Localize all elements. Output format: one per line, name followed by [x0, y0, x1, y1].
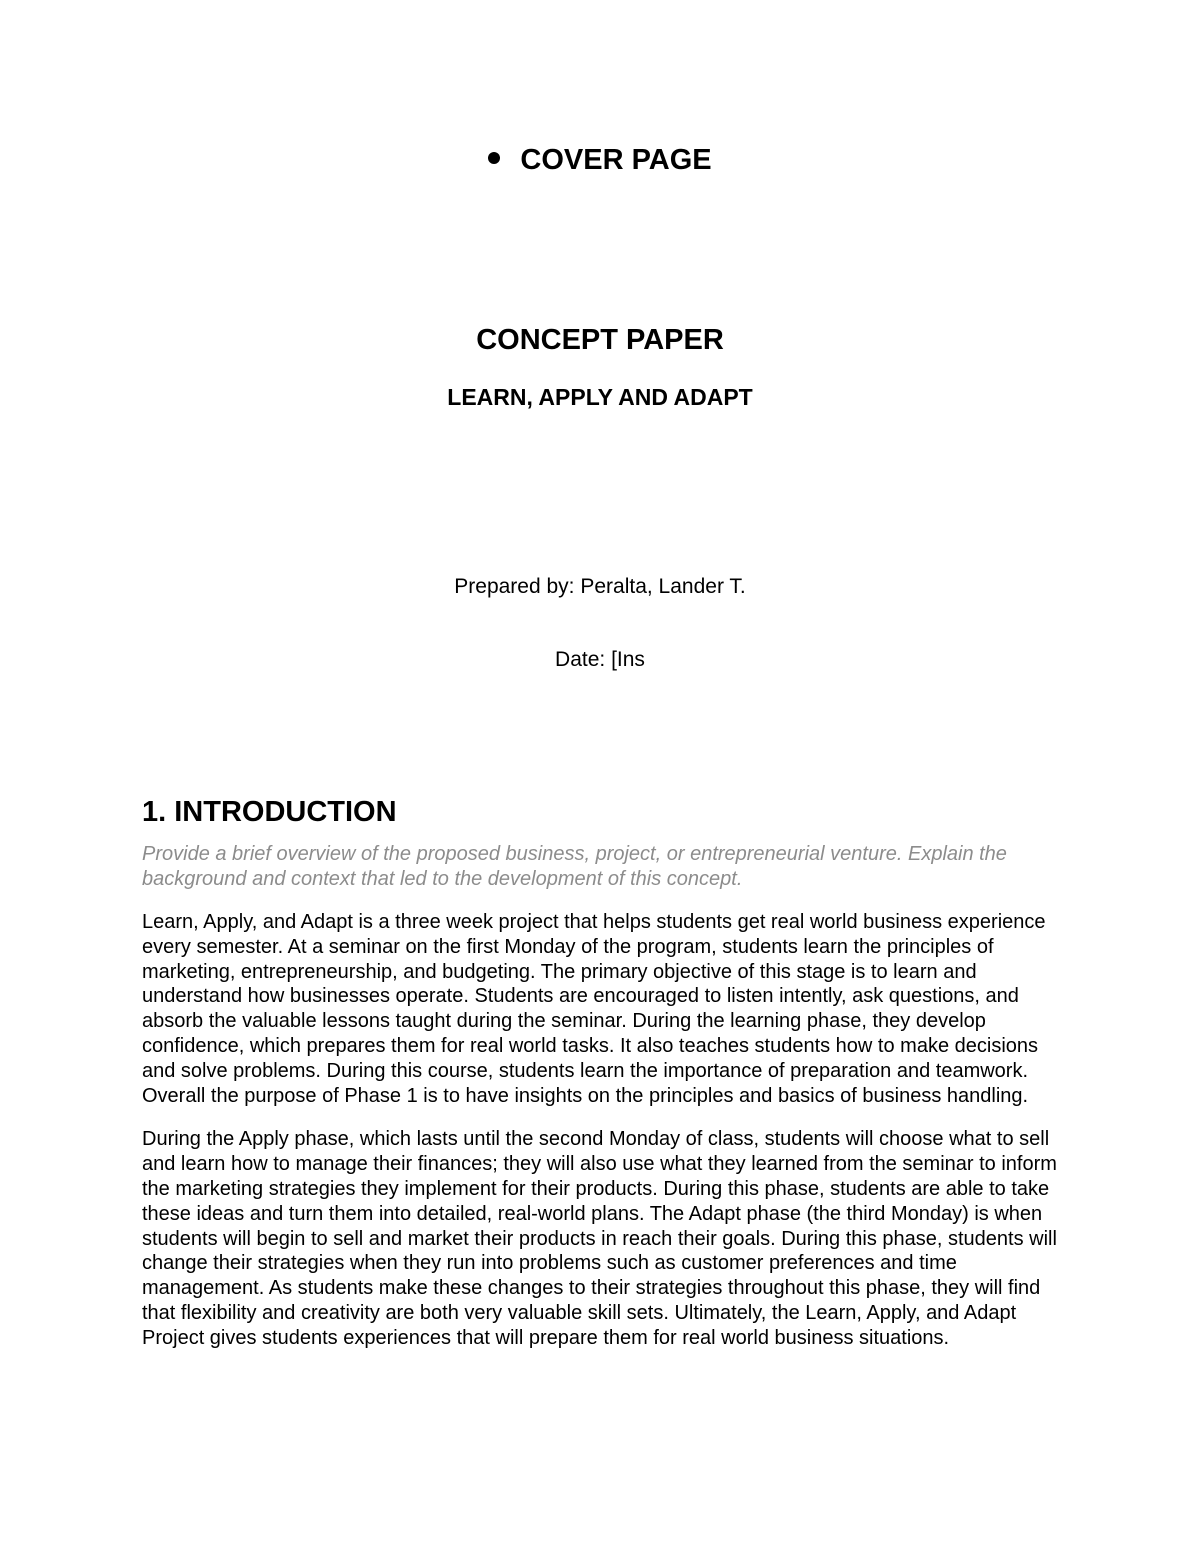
- section-heading: 1. INTRODUCTION: [142, 796, 397, 828]
- prepared-by: Prepared by: Peralta, Lander T.: [454, 575, 746, 598]
- body-paragraph: During the Apply phase, which lasts until the second Monday of class, students will choose what to sell and learn how to manage their finances; they will also use what they learned from the seminar to inform the marketing strategies they implement for their products. During this phase, students are able to take these ideas and turn them into detailed, real-world plans. The Adapt phase (the third Monday) is when students will begin to sell and market their products in reach their goals. During this phase, students will change their strategies when they run into problems such as customer preferences and time management. As students make these changes to their strategies throughout this phase, they will find that flexibility and creativity are both very valuable skill sets. Ultimately, the Learn, Apply, and Adapt Project gives students experiences that will prepare them for real world business situations.: [142, 1128, 1057, 1349]
- introduction-section: [142, 792, 1072, 1370]
- instruction-text: Provide a brief overview of the proposed business, project, or entrepreneurial venture. Explain the background and context that led to the development of this concept.: [142, 843, 1007, 890]
- date-line: Date: [Ins: [555, 648, 645, 671]
- document-subtitle: LEARN, APPLY AND ADAPT: [447, 384, 753, 410]
- cover-heading: [0, 140, 1200, 180]
- bullet-icon: [488, 152, 500, 164]
- cover-heading-text: COVER PAGE: [520, 144, 712, 176]
- document-title: CONCEPT PAPER: [476, 324, 724, 356]
- body-paragraph: Learn, Apply, and Adapt is a three week project that helps students get real world business experience every semester. At a seminar on the first Monday of the program, students learn the principles of marketing, entrepreneurship, and budgeting. The primary objective of this stage is to learn and understand how businesses operate. Students are encouraged to listen intently, ask questions, and absorb the valuable lessons taught during the seminar. During the learning phase, they develop confidence, which prepares them for real world tasks. It also teaches students how to make decisions and solve problems. During this course, students learn the importance of preparation and teamwork. Overall the purpose of Phase 1 is to have insights on the principles and basics of business handling.: [142, 911, 1046, 1107]
